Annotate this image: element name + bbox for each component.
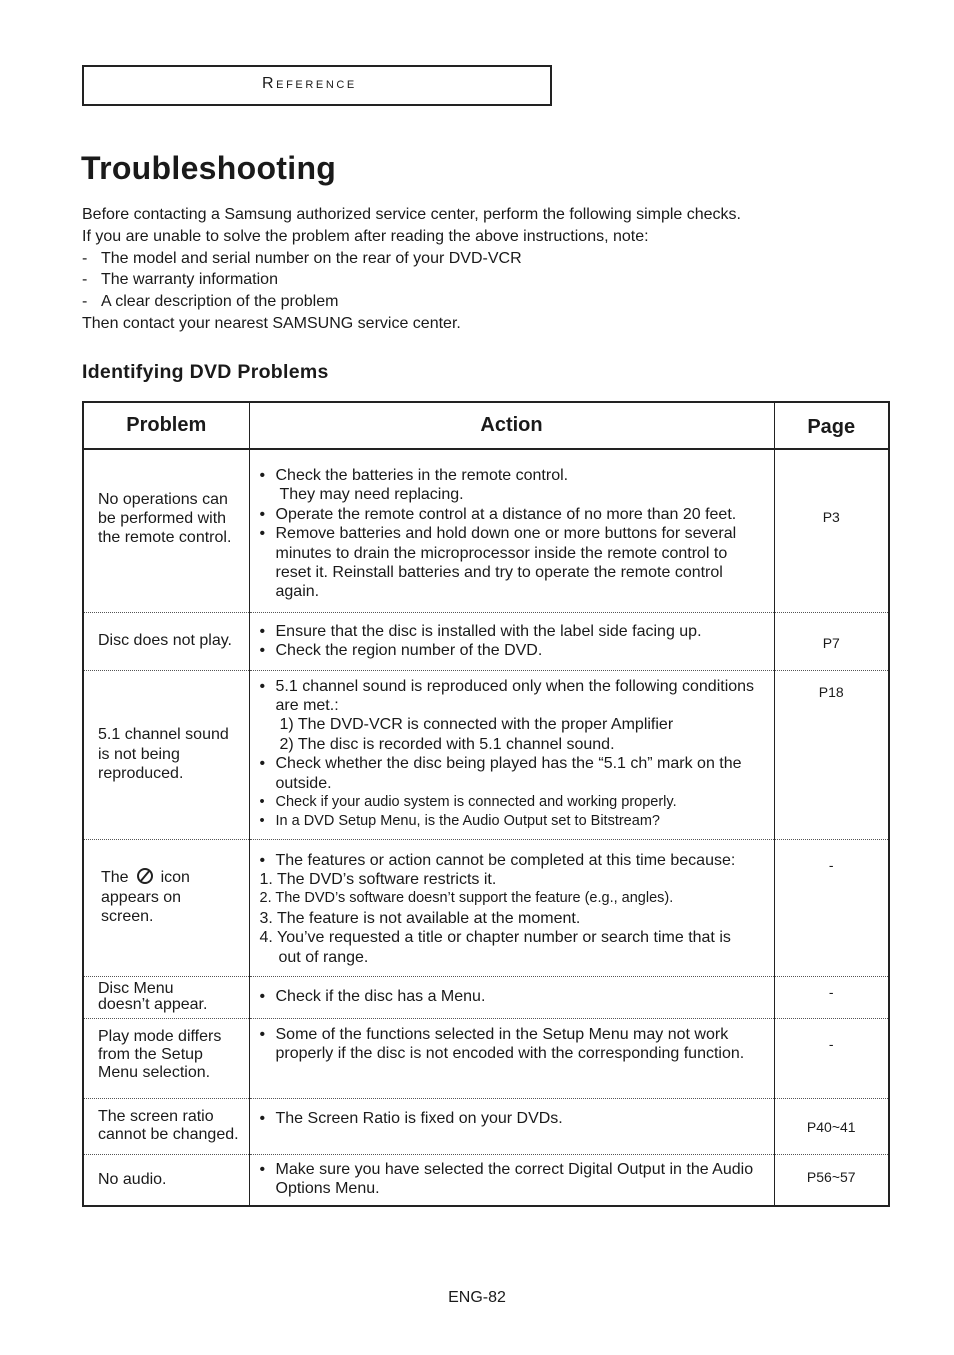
table-row [83,612,889,670]
intro-text [82,204,882,335]
action-cell [249,839,774,976]
section-subtitle: Identifying DVD Problems [82,361,329,383]
action-item: • Ensure that the disc is installed with the label side facing up. [260,622,764,641]
action-item: • In a DVD Setup Menu, is the Audio Output set to Bitstream? [260,812,764,831]
table-row [83,670,889,839]
troubleshooting-table [82,401,890,1207]
table-row [83,976,889,1018]
intro-item-text: The model and serial number on the rear of your DVD-VCR [101,249,522,267]
page-cell: P40~41 [774,1098,889,1154]
page-number: ENG-82 [448,1289,506,1306]
action-item: • Remove batteries and hold down one or more buttons for several minutes to drain the microprocessor inside the remote control to reset it. Reinstall batteries and try to operate the remote control again. [260,524,764,602]
action-cell [249,449,774,612]
action-numbered-item: 1. The DVD’s software restricts it. [259,870,497,888]
action-cell [249,1018,774,1098]
intro-item-text: A clear description of the problem [101,293,339,311]
action-subitem: 2) The disc is recorded with 5.1 channel sound. [279,735,615,753]
intro-item-3: - A clear description of the problem [82,293,339,311]
action-item: • Operate the remote control at a distance of no more than 20 feet. [260,505,764,524]
page-cell: P18 [774,670,889,839]
page-title: Troubleshooting [81,150,337,186]
table-row [83,1018,889,1098]
action-item: • Check the batteries in the remote control. [260,466,764,485]
problem-line-1 [101,868,245,887]
no-entry-icon [137,868,153,884]
action-item: • The Screen Ratio is fixed on your DVDs. [260,1109,764,1128]
action-item-continued: They may need replacing. [279,486,464,504]
intro-item-2: - The warranty information [82,271,278,289]
section-header-box [82,65,552,106]
action-numbered-item: 2. The DVD’s software doesn’t support the feature (e.g., angles). [259,890,674,907]
table-row [83,449,889,612]
problem-cell: The screen ratio cannot be changed. [83,1098,249,1154]
table-row [83,839,889,976]
action-item-continued: out of range. [278,948,369,966]
problem-cell: Disc does not play. [83,612,249,670]
action-numbered-item: 3. The feature is not available at the moment. [259,909,581,927]
action-item: • The features or action cannot be completed at this time because: [260,851,764,870]
action-item: • Check the region number of the DVD. [260,641,764,660]
page-cell: - [774,976,889,1018]
table-row [83,1154,889,1206]
action-subitem: 1) The DVD-VCR is connected with the proper Amplifier [279,716,674,734]
action-cell [249,976,774,1018]
problem-cell: No audio. [83,1154,249,1206]
intro-line-2: If you are unable to solve the problem after reading the above instructions, note: [82,227,649,245]
action-item: • Check whether the disc being played has the “5.1 ch” mark on the outside. [260,754,764,793]
action-cell [249,1154,774,1206]
problem-cell: No operations can be performed with the remote control. [83,449,249,612]
action-item: • Some of the functions selected in the Setup Menu may not work properly if the disc is not encoded with the corresponding function. [260,1025,764,1064]
action-item: • 5.1 channel sound is reproduced only when the following conditions are met.: [260,677,764,716]
page-cell: P56~57 [806,1168,856,1185]
page-cell: P3 [774,449,889,612]
page-cell: P7 [774,612,889,670]
page-cell: - [774,1018,889,1098]
problem-cell: 5.1 channel sound is not being reproduced. [83,670,249,839]
problem-cell [83,839,249,976]
problem-cell: Disc Menu doesn’t appear. [83,976,249,1018]
action-cell [249,1098,774,1154]
problem-text: The [101,869,129,887]
table-header-row [83,402,889,449]
action-cell [249,670,774,839]
page-cell: - [774,839,889,976]
problem-line-2: appears on screen. [101,888,182,926]
action-item: • Make sure you have selected the correct Digital Output in the Audio Options Menu. [260,1160,764,1199]
intro-item-text: The warranty information [101,271,278,289]
header-problem: Problem [83,402,249,449]
intro-item-1: - The model and serial number on the rear of your DVD-VCR [82,249,522,267]
action-numbered-item: 4. You’ve requested a title or chapter number or search time that is [259,929,731,947]
header-page: Page [774,402,889,449]
header-action: Action [249,402,774,449]
action-item: • Check if your audio system is connected and working properly. [260,793,764,812]
action-item: • Check if the disc has a Menu. [260,987,764,1006]
section-label: Reference [262,75,357,92]
table-row [83,1098,889,1154]
problem-cell: Play mode differs from the Setup Menu selection. [83,1018,249,1098]
intro-line-3: Then contact your nearest SAMSUNG service center. [82,314,461,332]
action-cell [249,612,774,670]
intro-line-1: Before contacting a Samsung authorized service center, perform the following simple checks. [82,206,741,223]
problem-text: icon [160,869,190,887]
